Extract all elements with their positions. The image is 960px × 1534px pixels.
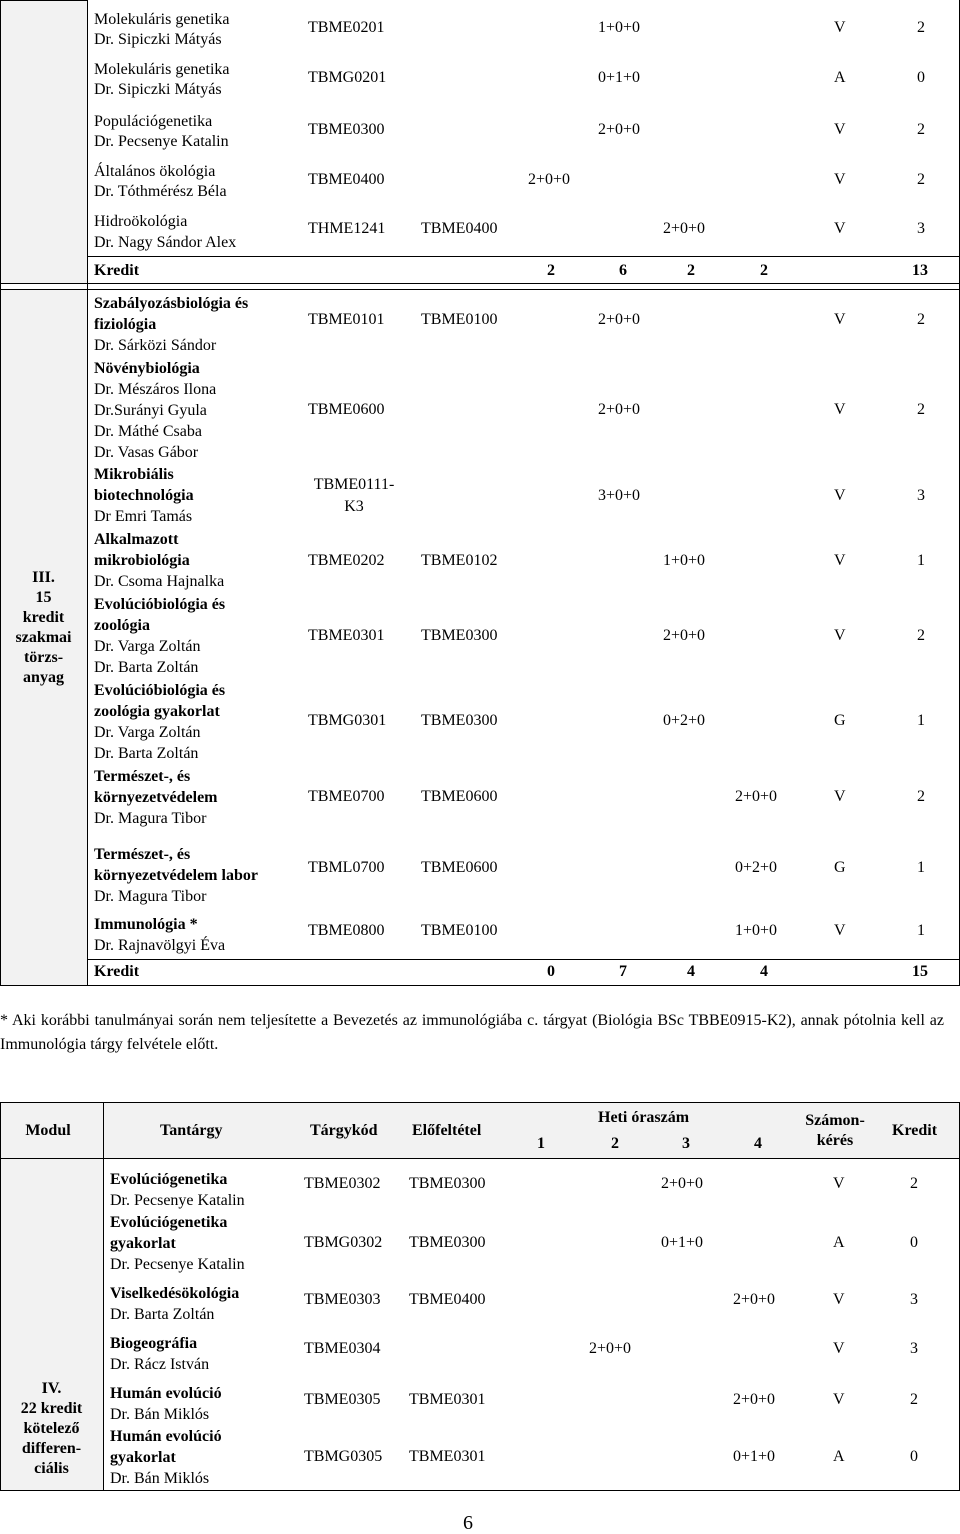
prerequisite-code: TBME0400 — [421, 220, 498, 237]
total-credit: 13 — [912, 262, 928, 279]
subject-name: Molekuláris genetika — [94, 11, 230, 28]
footnote: * Aki korábbi tanulmányai során nem teljesítette a Bevezetés az immunológiába c. tárgyat (Biológia BSc TBBE0915-K2), annak pótolnia kell az Immunológia tárgy felvétele előtt. — [0, 1012, 944, 1053]
semester-2-credit: 6 — [619, 262, 627, 279]
course-code: TBME0400 — [308, 171, 385, 188]
semester-3-credit: 4 — [687, 963, 695, 980]
prerequisite-code: TBME0300 — [409, 1234, 486, 1251]
semester-2-credit: 7 — [619, 963, 627, 980]
instructor-name: Dr. Sipiczki Mátyás — [94, 81, 222, 98]
course-code: TBME0101 — [308, 311, 385, 328]
credit-label: Kredit — [94, 262, 140, 279]
course-code: TBME0202 — [308, 552, 385, 569]
subject-cell: Evolúciógenetika Dr. Pecsenye Katalin — [110, 1171, 245, 1209]
subject-cell: Alkalmazott mikrobiológia Dr. Csoma Hajnalka — [94, 531, 225, 590]
semester-1-credit: 2 — [547, 262, 555, 279]
exam-type: V — [833, 1391, 845, 1408]
credit-value: 2 — [910, 1175, 918, 1192]
exam-type: G — [834, 712, 846, 729]
col-header-hour-1: 1 — [537, 1135, 545, 1152]
weekly-hours: 0+1+0 — [733, 1448, 776, 1465]
weekly-hours: 2+0+0 — [528, 171, 571, 188]
weekly-hours: 1+0+0 — [735, 922, 778, 939]
exam-type: V — [834, 552, 846, 569]
course-code: TBME0300 — [308, 121, 385, 138]
prerequisite-code: TBME0600 — [421, 788, 498, 805]
col-header-kredit: Kredit — [892, 1122, 938, 1139]
course-code: TBME0302 — [304, 1175, 381, 1192]
course-code: TBME0305 — [304, 1391, 381, 1408]
subject-cell: Immunológia * Dr. Rajnavölgyi Éva — [94, 916, 226, 954]
exam-type: V — [834, 401, 846, 418]
weekly-hours: 2+0+0 — [661, 1175, 704, 1192]
credit-value: 3 — [910, 1291, 918, 1308]
col-header-targykod: Tárgykód — [310, 1122, 378, 1139]
exam-type: V — [833, 1340, 845, 1357]
credit-value: 2 — [917, 311, 925, 328]
instructor-name: Dr. Tóthmérész Béla — [94, 183, 227, 200]
exam-type: V — [834, 220, 846, 237]
course-code: TBMG0301 — [308, 712, 387, 729]
course-code: TBME0303 — [304, 1291, 381, 1308]
exam-type: V — [833, 1175, 845, 1192]
semester-4-credit: 2 — [760, 262, 768, 279]
prerequisite-code: TBME0300 — [421, 627, 498, 644]
col-header-modul: Modul — [25, 1122, 71, 1139]
weekly-hours: 0+1+0 — [598, 69, 641, 86]
exam-type: A — [833, 1448, 845, 1465]
prerequisite-code: TBME0301 — [409, 1391, 486, 1408]
credit-value: 3 — [910, 1340, 918, 1357]
course-code: TBME0700 — [308, 788, 385, 805]
prerequisite-code: TBME0300 — [409, 1175, 486, 1192]
credit-value: 0 — [917, 69, 925, 86]
credit-value: 2 — [917, 121, 925, 138]
page-number: 6 — [463, 1512, 473, 1534]
subject-name: Hidroökológia — [94, 213, 188, 230]
exam-type: V — [834, 121, 846, 138]
credit-value: 2 — [917, 627, 925, 644]
course-code-suffix: K3 — [344, 498, 364, 515]
prerequisite-code: TBME0102 — [421, 552, 498, 569]
instructor-name: Dr. Sipiczki Mátyás — [94, 31, 222, 48]
weekly-hours: 2+0+0 — [589, 1340, 632, 1357]
col-header-elofeltetel: Előfeltétel — [412, 1122, 482, 1139]
subject-name: Molekuláris genetika — [94, 61, 230, 78]
course-code: THME1241 — [308, 220, 386, 237]
exam-type: V — [834, 788, 846, 805]
weekly-hours: 1+0+0 — [598, 19, 641, 36]
weekly-hours: 2+0+0 — [663, 627, 706, 644]
weekly-hours: 2+0+0 — [733, 1291, 776, 1308]
prerequisite-code: TBME0400 — [409, 1291, 486, 1308]
module-iv-label: IV. 22 kredit kötelező differen- ciális — [20, 1380, 83, 1477]
weekly-hours: 2+0+0 — [598, 401, 641, 418]
prerequisite-code: TBME0600 — [421, 859, 498, 876]
module-iii-label: III. 15 kredit szakmai törzs- anyag — [15, 569, 72, 686]
course-code: TBME0304 — [304, 1340, 381, 1357]
col-header-hour-2: 2 — [611, 1135, 619, 1152]
weekly-hours: 3+0+0 — [598, 487, 641, 504]
exam-type: V — [833, 1291, 845, 1308]
course-code: TBMG0302 — [304, 1234, 383, 1251]
credit-value: 1 — [917, 859, 925, 876]
credit-value: 3 — [917, 220, 925, 237]
subject-name: Populációgenetika — [94, 113, 213, 130]
subject-cell: Evolúciógenetika gyakorlat Dr. Pecsenye Katalin — [110, 1214, 245, 1273]
credit-value: 1 — [917, 552, 925, 569]
col-header-tantargy: Tantárgy — [160, 1122, 223, 1139]
semester-3-credit: 2 — [687, 262, 695, 279]
semester-4-credit: 4 — [760, 963, 768, 980]
subject-cell: Humán evolúció Dr. Bán Miklós — [110, 1385, 222, 1423]
instructor-name: Dr. Nagy Sándor Alex — [94, 234, 237, 251]
prerequisite-code: TBME0100 — [421, 922, 498, 939]
credit-value: 2 — [910, 1391, 918, 1408]
credit-value: 0 — [910, 1234, 918, 1251]
course-code: TBME0800 — [308, 922, 385, 939]
course-code: TBME0301 — [308, 627, 385, 644]
weekly-hours: 2+0+0 — [598, 121, 641, 138]
course-code: TBME0111- — [313, 476, 395, 493]
course-code: TBMG0305 — [304, 1448, 383, 1465]
credit-value: 2 — [917, 401, 925, 418]
subject-cell: Természet-, és környezetvédelem Dr. Magura Tibor — [94, 768, 218, 827]
subject-cell: Növénybiológia Dr. Mészáros Ilona Dr.Surányi Gyula Dr. Máthé Csaba Dr. Vasas Gábor — [94, 360, 217, 461]
weekly-hours: 2+0+0 — [598, 311, 641, 328]
instructor-name: Dr. Pecsenye Katalin — [94, 133, 229, 150]
col-header-hour-4: 4 — [754, 1135, 762, 1152]
course-code: TBMG0201 — [308, 69, 387, 86]
course-code: TBME0600 — [308, 401, 385, 418]
prerequisite-code: TBME0301 — [409, 1448, 486, 1465]
credit-value: 1 — [917, 922, 925, 939]
weekly-hours: 1+0+0 — [663, 552, 706, 569]
col-header-heti-oraszam: Heti óraszám — [598, 1109, 690, 1126]
weekly-hours: 2+0+0 — [733, 1391, 776, 1408]
col-header-szamonkeres-2: kérés — [816, 1132, 854, 1149]
col-header-hour-3: 3 — [682, 1135, 690, 1152]
subject-name: Általános ökológia — [94, 163, 216, 180]
module-cell-shaded — [0, 0, 87, 283]
subject-cell: Szabályozásbiológia és fiziológia Dr. Sárközi Sándor — [94, 295, 249, 354]
credit-value: 1 — [917, 712, 925, 729]
subject-cell: Viselkedésökológia Dr. Barta Zoltán — [110, 1285, 240, 1323]
subject-cell: Mikrobiális biotechnológia Dr Emri Tamás — [94, 466, 194, 525]
weekly-hours: 2+0+0 — [735, 788, 778, 805]
col-header-szamonkeres-1: Számon- — [805, 1112, 865, 1129]
subject-cell: Evolúcióbiológia és zoológia Dr. Varga Zoltán Dr. Barta Zoltán — [94, 596, 226, 676]
subject-cell: Biogeográfia Dr. Rácz István — [110, 1335, 210, 1373]
credit-label: Kredit — [94, 963, 140, 980]
credit-value: 2 — [917, 788, 925, 805]
exam-type: V — [834, 487, 846, 504]
total-credit: 15 — [912, 963, 928, 980]
subject-cell: Humán evolúció gyakorlat Dr. Bán Miklós — [110, 1428, 222, 1487]
exam-type: A — [834, 69, 846, 86]
course-code: TBML0700 — [308, 859, 385, 876]
exam-type: V — [834, 311, 846, 328]
credit-value: 3 — [917, 487, 925, 504]
course-code: TBME0201 — [308, 19, 385, 36]
exam-type: V — [834, 19, 846, 36]
credit-value: 2 — [917, 171, 925, 188]
weekly-hours: 2+0+0 — [663, 220, 706, 237]
exam-type: A — [833, 1234, 845, 1251]
semester-1-credit: 0 — [547, 963, 555, 980]
prerequisite-code: TBME0300 — [421, 712, 498, 729]
credit-value: 0 — [910, 1448, 918, 1465]
weekly-hours: 0+2+0 — [663, 712, 706, 729]
weekly-hours: 0+2+0 — [735, 859, 778, 876]
credit-value: 2 — [917, 19, 925, 36]
exam-type: V — [834, 171, 846, 188]
exam-type: V — [834, 922, 846, 939]
exam-type: V — [834, 627, 846, 644]
subject-cell: Természet-, és környezetvédelem labor Dr. Magura Tibor — [94, 846, 258, 905]
prerequisite-code: TBME0100 — [421, 311, 498, 328]
subject-cell: Evolúcióbiológia és zoológia gyakorlat Dr. Varga Zoltán Dr. Barta Zoltán — [94, 682, 226, 762]
exam-type: G — [834, 859, 846, 876]
weekly-hours: 0+1+0 — [661, 1234, 704, 1251]
